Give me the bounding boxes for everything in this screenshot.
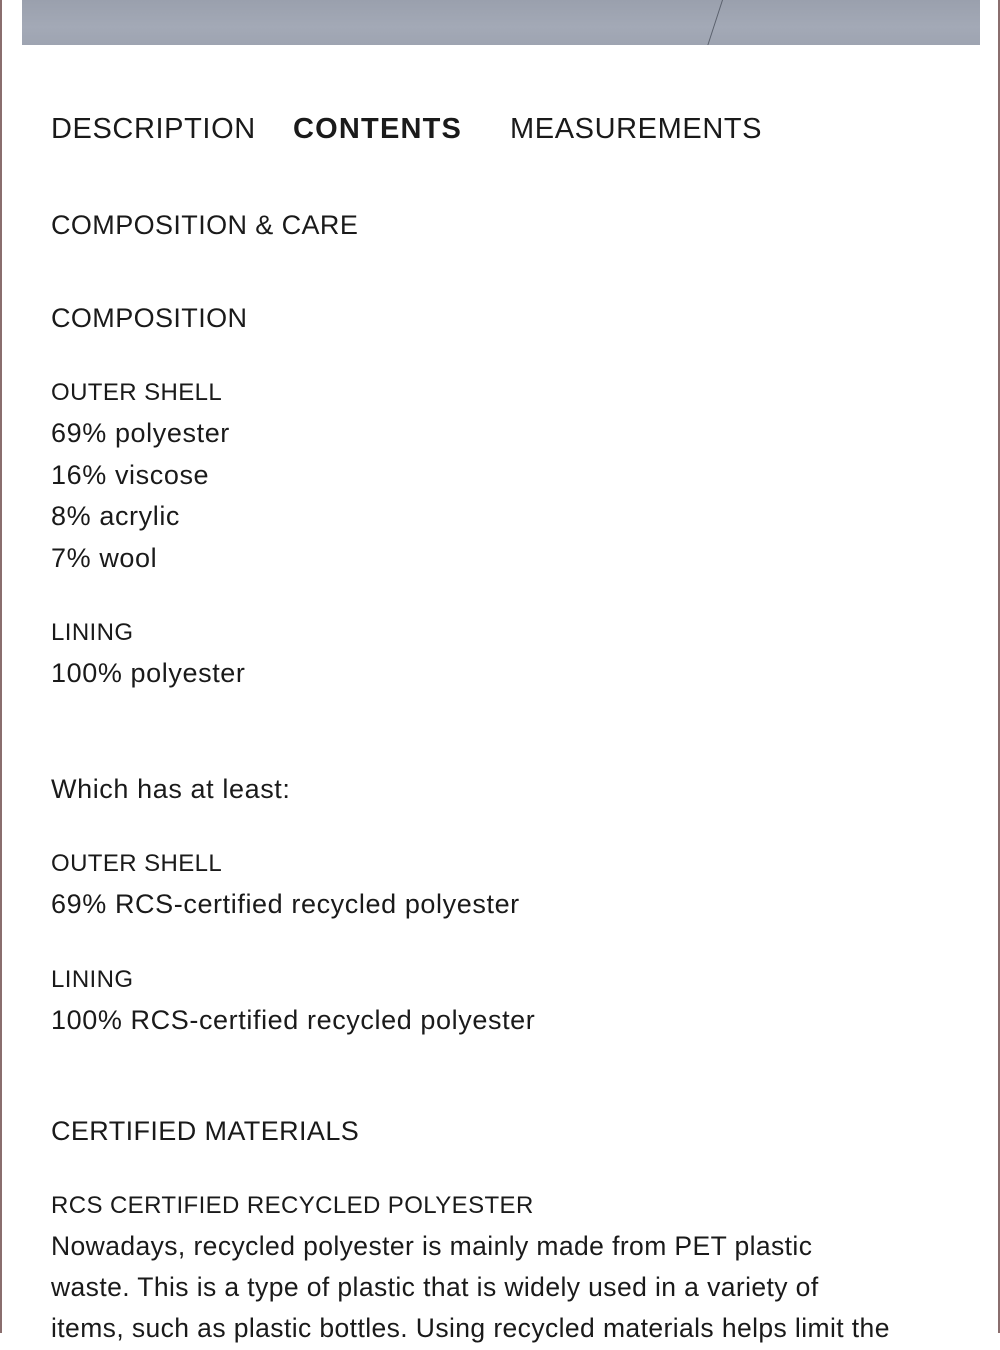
composition-title: COMPOSITION bbox=[51, 303, 248, 333]
fabric-crease bbox=[707, 0, 753, 45]
tab-contents[interactable]: CONTENTS bbox=[293, 113, 463, 145]
page-frame-left bbox=[0, 0, 2, 1333]
tab-description[interactable]: DESCRIPTION bbox=[51, 113, 256, 145]
section-title: COMPOSITION & CARE bbox=[51, 210, 359, 240]
material-line: 100% polyester bbox=[51, 658, 246, 688]
recycled-intro: Which has at least: bbox=[51, 774, 291, 804]
tab-measurements[interactable]: MEASUREMENTS bbox=[510, 113, 763, 145]
outer-shell-label: OUTER SHELL bbox=[51, 379, 223, 406]
rcs-paragraph-line: Nowadays, recycled polyester is mainly made from PET plastic bbox=[51, 1231, 813, 1261]
recycled-material-line: 100% RCS-certified recycled polyester bbox=[51, 1005, 536, 1035]
rcs-label: RCS CERTIFIED RECYCLED POLYESTER bbox=[51, 1192, 534, 1219]
material-line: 69% polyester bbox=[51, 418, 230, 448]
material-line: 7% wool bbox=[51, 543, 158, 573]
rcs-paragraph-line: waste. This is a type of plastic that is widely used in a variety of bbox=[51, 1272, 819, 1302]
recycled-lining-label: LINING bbox=[51, 966, 134, 993]
recycled-outer-shell-label: OUTER SHELL bbox=[51, 850, 223, 877]
material-line: 8% acrylic bbox=[51, 501, 181, 531]
recycled-material-line: 69% RCS-certified recycled polyester bbox=[51, 889, 520, 919]
lining-label: LINING bbox=[51, 619, 134, 646]
rcs-paragraph-line: items, such as plastic bottles. Using recycled materials helps limit the bbox=[51, 1313, 890, 1343]
certified-materials-title: CERTIFIED MATERIALS bbox=[51, 1116, 360, 1146]
material-line: 16% viscose bbox=[51, 460, 210, 490]
product-image[interactable] bbox=[22, 0, 980, 45]
